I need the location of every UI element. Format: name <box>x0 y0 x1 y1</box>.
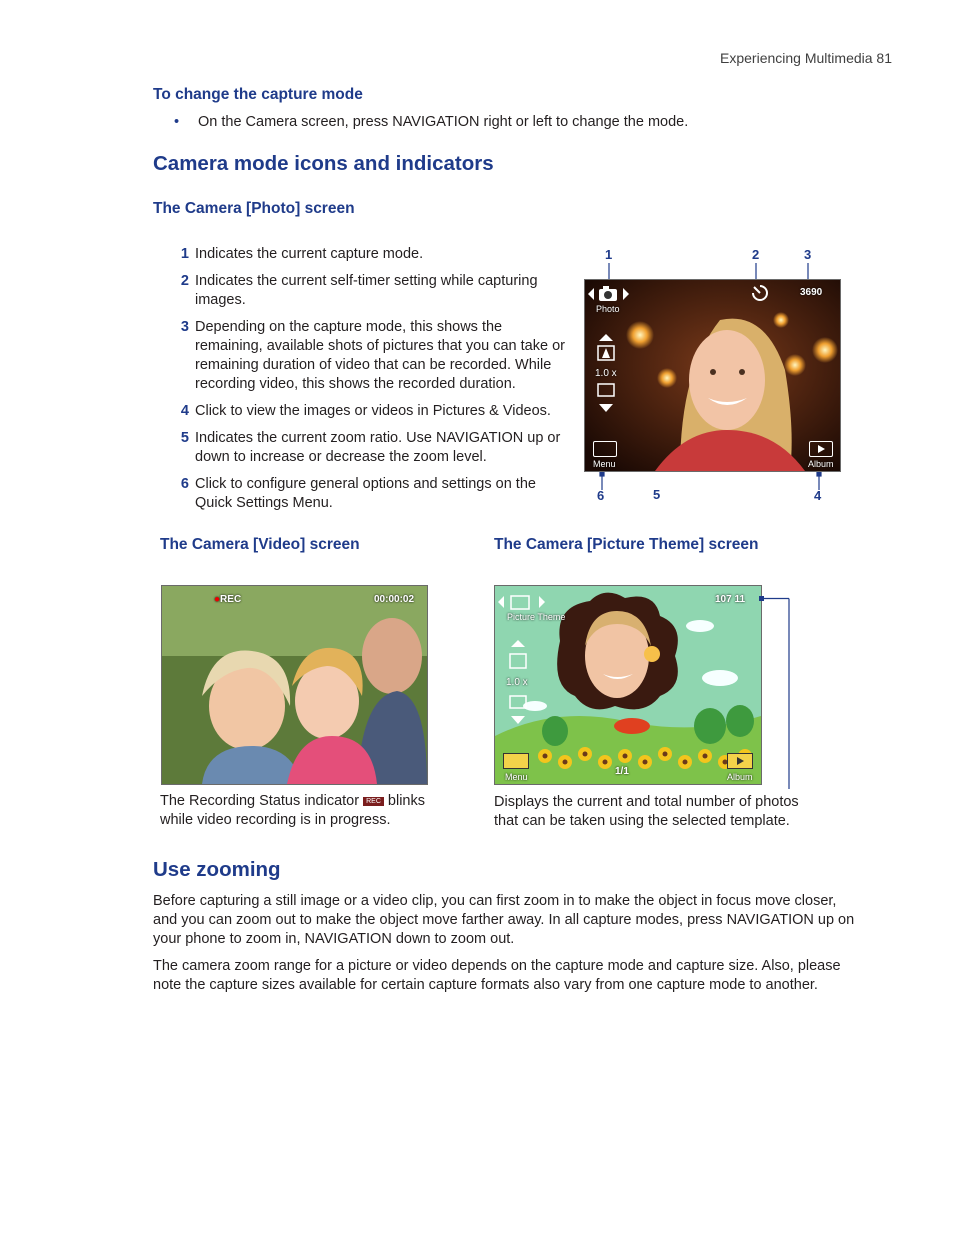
menu-label[interactable]: Menu <box>593 459 616 469</box>
list-item: 1 Indicates the current capture mode. <box>180 246 424 262</box>
album-label[interactable]: Album <box>727 772 753 782</box>
capture-mode-label: Photo <box>596 304 620 314</box>
menu-label[interactable]: Menu <box>505 772 528 782</box>
callout-6: 6 <box>597 488 605 503</box>
list-item: 3 Depending on the capture mode, this shows the remaining, available shots of pictures that you can take or remaining duration of video that can be recorded. While recording video, this shows the recorded duration. <box>180 319 565 392</box>
rec-indicator: ●REC <box>214 594 242 605</box>
list-item: 6 Click to configure general options and settings on the Quick Settings Menu. <box>180 476 536 511</box>
rec-status-icon: REC <box>363 797 384 806</box>
procedure-step-text: On the Camera screen, press NAVIGATION right or left to change the mode. <box>198 114 689 130</box>
list-item: 4 Click to view the images or videos in Pictures & Videos. <box>180 403 551 419</box>
menu-icon[interactable] <box>593 441 617 457</box>
theme-screen-title: The Camera [Picture Theme] screen <box>494 536 759 553</box>
list-item: 5 Indicates the current zoom ratio. Use NAVIGATION up or down to increase or decrease the zoom level. <box>180 430 561 465</box>
self-timer-icon <box>751 284 769 302</box>
photo-screen-preview <box>584 279 841 472</box>
theme-mode-label: Picture Theme <box>507 612 566 622</box>
theme-callout-line <box>756 594 796 794</box>
procedure-step <box>174 114 688 130</box>
zoom-ratio: 1.0 x <box>506 677 528 688</box>
indicator-list <box>173 245 573 521</box>
page-header: Experiencing Multimedia 81 <box>720 50 892 66</box>
section-title-camera-mode: Camera mode icons and indicators <box>153 152 494 175</box>
zoom-paragraph-2: The camera zoom range for a picture or video depends on the capture mode and capture size. Also, please note the capture sizes available for certain capture formats also vary from one capture mode to another. <box>153 958 841 993</box>
menu-icon[interactable] <box>503 753 529 769</box>
section-title-use-zooming: Use zooming <box>153 858 281 881</box>
callout-5: 5 <box>653 487 661 502</box>
zoom-ratio: 1.0 x <box>595 368 617 379</box>
procedure-title: To change the capture mode <box>153 86 363 103</box>
remaining-shots: 3690 <box>800 287 823 298</box>
callout-2: 2 <box>752 247 760 262</box>
album-icon[interactable] <box>809 441 833 457</box>
callout-3: 3 <box>804 247 812 262</box>
picture-theme-mode-icon[interactable] <box>497 592 549 612</box>
camera-mode-icon[interactable] <box>587 284 635 304</box>
photo-count: 107 11 <box>715 594 746 605</box>
callout-1: 1 <box>605 247 613 262</box>
video-caption: The Recording Status indicator REC blinks while video recording is in progress. <box>160 793 425 828</box>
video-screen-preview <box>161 585 428 785</box>
album-label[interactable]: Album <box>808 459 834 469</box>
bullet: • <box>174 114 180 130</box>
list-item: 2 Indicates the current self-timer setting while capturing images. <box>180 273 538 308</box>
theme-screen-preview <box>494 585 762 785</box>
zoom-paragraph-1: Before capturing a still image or a video clip, you can first zoom in to make the object in focus move closer, and you can zoom out to make the object move farther away. In all capture modes, press NAVIGATION up on your phone to zoom in, NAVIGATION down to zoom out. <box>153 893 855 947</box>
video-screen-title: The Camera [Video] screen <box>160 536 360 553</box>
callout-4: 4 <box>814 488 822 503</box>
recorded-duration: 00:00:02 <box>374 594 415 605</box>
album-icon[interactable] <box>727 753 753 769</box>
photo-screen-title: The Camera [Photo] screen <box>153 200 355 217</box>
theme-caption: Displays the current and total number of photos that can be taken using the selected template. <box>494 794 799 829</box>
frame-count: 1/1 <box>615 766 629 777</box>
